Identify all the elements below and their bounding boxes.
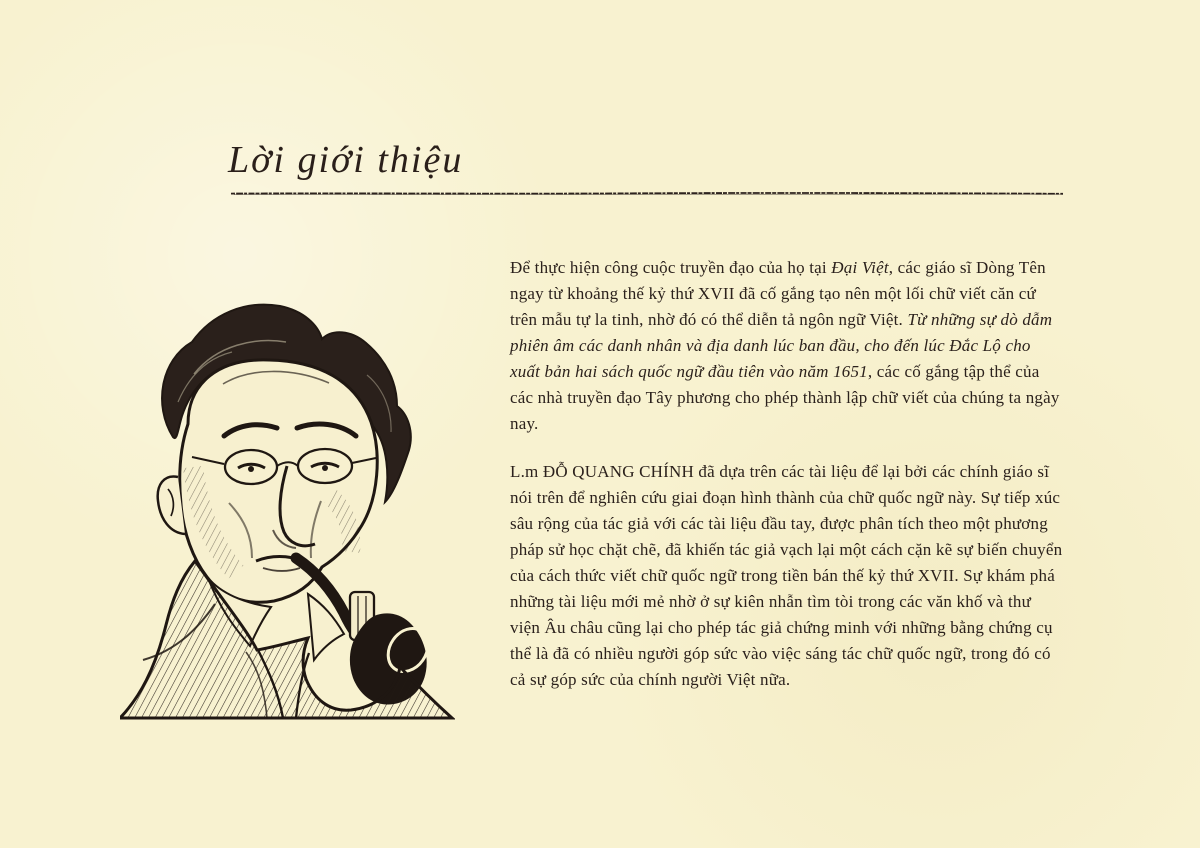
paragraph-2-segment-1: L.m ĐỖ QUANG CHÍNH đã dựa trên các tài liệu để lại bởi các chính giáo sĩ nói trên để nghiên cứu giai đoạn hình thành của chữ quốc ngữ này. Sự tiếp xúc sâu rộng của tác giả với các tài liệu đầu tay, được phân tích theo một phương pháp sử học chặt chẽ, đã khiến tác giả vạch lại một cách cặn kẽ sự biến chuyển của cách thức viết chữ quốc ngữ trong tiền bán thế kỷ thứ XVII. Sự khám phá những tài liệu mới mẻ nhờ ở sự kiên nhẫn tìm tòi trong các văn khố và thư viện Âu châu cũng lại cho phép tác giả chứng minh với những bằng chứng cụ thể là đã có nhiều người góp sức vào việc sáng tác chữ quốc ngữ, trong đó có cả sự góp sức của chính người Việt nữa. [510,462,1063,689]
introduction-text [510,255,1065,715]
paragraph-1-segment-4: Từ những sự dò dẫm phiên âm các danh nhân và địa danh lúc ban đầu, cho đến lúc Đắc Lộ cho xuất bản hai sách quốc ngữ đầu tiên vào năm 1651 [510,310,1053,381]
paragraph-1-segment-1: Để thực hiện công cuộc truyền đạo của họ tại [510,258,832,277]
intro-paragraph-1 [510,255,1065,437]
paragraph-1-segment-5: , các cố gắng tập thể của các nhà truyền đạo Tây phương cho phép thành lập chữ viết của chúng ta ngày nay. [510,362,1060,433]
intro-paragraph-2 [510,459,1065,693]
title-divider [231,191,1063,196]
page-title: Lời giới thiệu [228,139,464,181]
paragraph-1-segment-3: , các giáo sĩ Dòng Tên ngay từ khoảng thế kỷ thứ XVII đã cố gắng tạo nên một lối chữ viết căn cứ trên mẫu tự la tinh, nhờ đó có thể diễn tả ngôn ngữ Việt. [510,258,1046,329]
portrait-engraving-icon [120,272,455,722]
paragraph-1-segment-2: Đại Việt [831,258,889,277]
